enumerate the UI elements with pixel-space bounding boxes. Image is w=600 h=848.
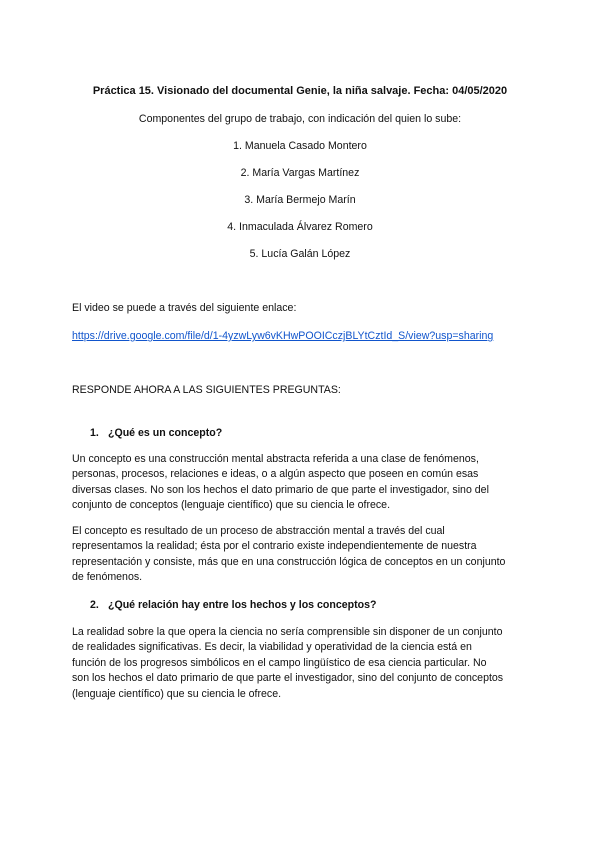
paragraph-line: de fenómenos. <box>72 571 143 584</box>
member-item: 1. Manuela Casado Montero <box>233 140 367 152</box>
member-item: 2. María Vargas Martínez <box>240 167 360 179</box>
member-item: 3. María Bermejo Marín <box>244 194 356 206</box>
question-number: 1. <box>90 427 99 439</box>
question-text: ¿Qué es un concepto? <box>108 427 223 439</box>
question-1-heading <box>90 427 222 439</box>
answer-paragraph <box>72 452 532 514</box>
components-heading: Componentes del grupo de trabajo, con indicación del quien lo sube: <box>138 113 462 125</box>
paragraph-line: de realidades significativas. Es decir, la viabilidad y operatividad de la ciencia está en <box>72 641 472 654</box>
paragraph-line: diversas clases. No son los hechos el dato primario de que parte el investigador, sino del <box>72 483 489 496</box>
question-2-heading <box>90 599 376 611</box>
video-intro: El video se puede a través del siguiente enlace: <box>72 302 297 314</box>
answer-paragraph <box>72 524 532 586</box>
paragraph-line: (lenguaje científico) que su ciencia le ofrece. <box>72 687 282 700</box>
member-item: 4. Inmaculada Álvarez Romero <box>227 221 373 233</box>
document-title: Práctica 15. Visionado del documental Genie, la niña salvaje. Fecha: 04/05/2020 <box>92 85 508 97</box>
paragraph-line: El concepto es resultado de un proceso de abstracción mental a través del cual <box>72 525 445 537</box>
question-text: ¿Qué relación hay entre los hechos y los conceptos? <box>108 599 377 611</box>
question-number: 2. <box>90 599 99 611</box>
paragraph-line: representación y consiste, más que en una construcción lógica de conceptos en un conjunto <box>72 555 506 568</box>
member-item: 5. Lucía Galán López <box>249 248 351 260</box>
instructions-heading: RESPONDE AHORA A LAS SIGUIENTES PREGUNTAS: <box>72 384 341 396</box>
paragraph-line: Un concepto es una construcción mental abstracta referida a una clase de fenómenos, <box>72 453 479 465</box>
paragraph-line: personas, procesos, relaciones e ideas, o a algún aspecto que poseen en común esas <box>72 468 479 481</box>
video-link[interactable]: https://drive.google.com/file/d/1-4yzwLyw6vKHwPOOICczjBLYtCztId_S/view?usp=sharing <box>72 330 494 342</box>
paragraph-line: representamos la realidad; ésta por el contrario existe independientemente de nuestra <box>72 540 477 553</box>
paragraph-line: función de los progresos simbólicos en el campo lingüístico de esa ciencia particular. No <box>72 656 487 669</box>
paragraph-line: son los hechos el dato primario de que parte el investigador, sino del conjunto de conceptos <box>72 672 504 685</box>
answer-paragraph <box>72 625 532 702</box>
paragraph-line: La realidad sobre la que opera la ciencia no sería comprensible sin disponer de un conjunto <box>72 626 503 638</box>
paragraph-line: conjunto de conceptos (lenguaje científico) que su ciencia le ofrece. <box>72 499 391 512</box>
